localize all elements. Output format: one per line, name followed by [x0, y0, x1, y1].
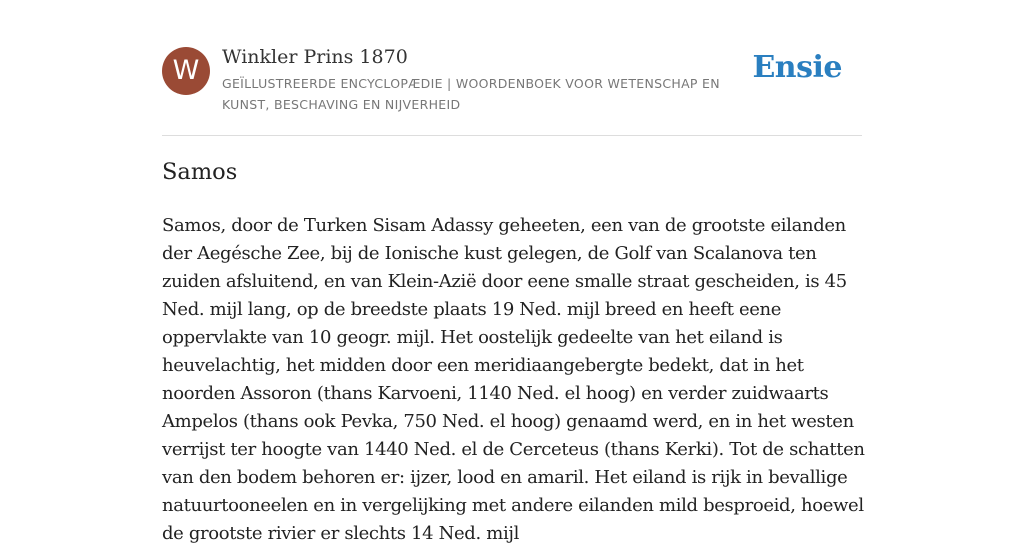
- divider: [162, 135, 862, 136]
- article-body: Samos, door de Turken Sisam Adassy geheeten, een van de grootste eilanden der Aegésche Zee, bij de Ionische kust gelegen, de Golf van Scalanova ten zuiden afsluitend, en van Klein-Azië door eene smalle straat gescheiden, is 45 Ned. mijl lang, op de breedste plaats 19 Ned. mijl breed en heeft eene oppervlakte van 10 geogr. mijl. Het oostelijk gedeelte van het eiland is heuvelachtig, het midden door een meridiaangebergte bedekt, dat in het noorden Assoron (thans Karvoeni, 1140 Ned. el hoog) en verder zuidwaarts Ampelos (thans ook Pevka, 750 Ned. el hoog) genaamd werd, en in het westen verrijst ter hoogte van 1440 Ned. el de Cerceteus (thans Kerki). Tot de schatten van den bodem behoren er: ijzer, lood en amaril. Het eiland is rijk in bevallige natuurtooneelen en in vergelijking met andere eilanden mild besproeid, hoewel de grootste rivier er slechts 14 Ned. mijl: [162, 215, 865, 544]
- publication-title[interactable]: Winkler Prins 1870: [222, 46, 408, 68]
- publication-subtitle: GEÏLLUSTREERDE ENCYCLOPÆDIE | WOORDENBOEK VOOR WETENSCHAP EN KUNST, BESCHAVING EN NIJVERHEID: [222, 76, 720, 112]
- article-title: Samos: [162, 159, 238, 185]
- ensie-logo-link[interactable]: Ensie: [752, 50, 842, 85]
- publication-header: [162, 46, 862, 116]
- avatar[interactable]: W: [162, 47, 210, 95]
